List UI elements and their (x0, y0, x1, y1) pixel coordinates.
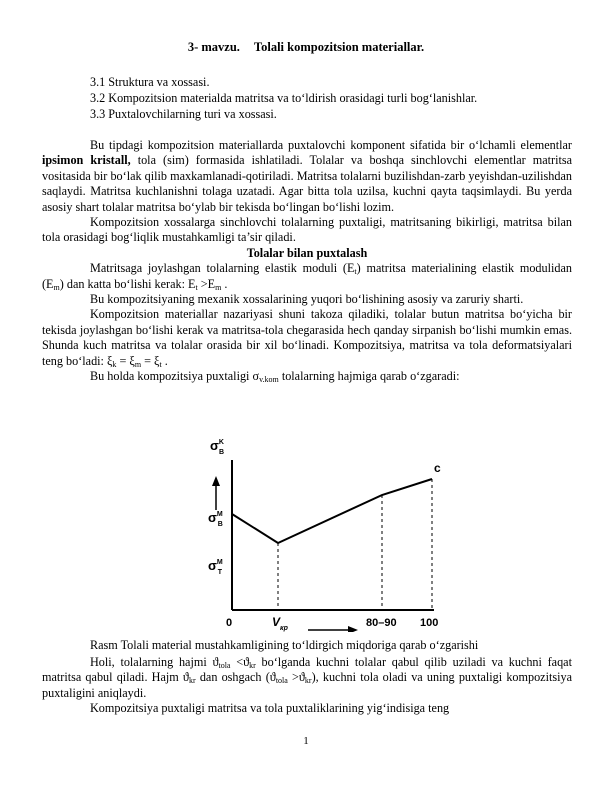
body-text-lower (42, 655, 572, 717)
x-arrow-head (348, 626, 358, 632)
bold-term: ipsimon kristall, (42, 153, 131, 168)
paragraph-condition: Bu kompozitsiyaning mexanik xossalarining yuqori bo‘lishining asosiy va zaruriy sharti. (90, 292, 524, 307)
tick-80-90: 80–90 (366, 617, 397, 629)
figure-caption: Rasm Tolali material mustahkamligining to‘ldirgich miqdoriga qarab o‘zgarishi (90, 638, 479, 652)
paragraph-theory: Kompozitsion materiallar nazariyasi shuni takoza qiladiki, tolalar butun matritsa bo‘yicha bir tekisda joylashgan bo‘lishi kerak va matritsa-tola chegarasida hech qanday sirpanish bo‘lishi mumkin emas. Shunda kuch matritsa va tolalar orasida bir xil bo‘linadi. Kompozitsiya, matritsa va tola deformatsiyalari teng bo‘ladi: $\xi_k = \xi_m = \xi_t$ . (42, 307, 572, 369)
page-title (0, 40, 612, 55)
page-number: 1 (303, 735, 309, 747)
outline-item: 3.2 Kompozitsion materialda matritsa va to‘ldirish orasidagi turli bog‘lanishlar. (90, 91, 478, 105)
label-sigma-kb: $\sigma^K$ B (210, 438, 225, 456)
label-sigma-mb: $\sigma^M$ B (208, 510, 223, 528)
paragraph-strength: Bu holda kompozitsiya puxtaligi $\sigma_{v.kom}$ tolalarning hajmiga qarab o‘zgaradi: (90, 369, 460, 385)
tick-zero: 0 (226, 617, 233, 629)
subheading: Tolalar bilan puxtalash (246, 245, 368, 260)
paragraph-elastic-modulus: Matritsaga joylashgan tolalarning elastik moduli $(E_t)$ matritsa materialining elastik modulidan $(E_m)$ dan katta bo‘lishi kerak: $E_t >E_m$ . (42, 261, 572, 292)
title-text: Tolali kompozitsion materiallar. (253, 40, 425, 54)
tick-100: 100 (420, 617, 439, 629)
paragraph-sum: Kompozitsiya puxtaligi matritsa va tola puxtaliklarining yig‘indisiga teng (90, 701, 450, 716)
label-sigma-mt: $\sigma^M$ T (208, 558, 223, 576)
figure-svg (196, 432, 446, 632)
label-curve-end: c (434, 461, 441, 475)
paragraph-volume: Holi, tolalarning hajmi $ϑ_{tola} <ϑ_{kr}$ bo‘lganda kuchni tolalar qabul qilib uziladi va kuchni faqat matritsa qabul qiladi. Hajm $ϑ_{kr}$ dan oshgach $(ϑ_{tola} >ϑ_{kr})$, kuchni tola oladi va uning puxtaligi kompozitsiya puxtaligini aniqlaydi. (42, 655, 572, 700)
outline-item: 3.1 Struktura va xossasi. (90, 75, 210, 89)
tick-vkr: $V_{кр}$ (272, 615, 288, 632)
strength-curve (232, 479, 432, 543)
topic-outline (90, 74, 477, 122)
paragraph-properties: Kompozitsion xossalarga sinchlovchi tolalarning puxtaligi, matritsaning bikirligi, matritsa bilan tola orasidagi bog‘liqlik mustahkamligi ta’sir qiladi. (42, 215, 572, 245)
body-text-upper (42, 138, 572, 385)
strength-figure (196, 432, 446, 632)
paragraph-intro: Bu tipdagi kompozitsion materiallarda puxtalovchi komponent sifatida bir o‘lchamli elementlar ipsimon kristall, tola (sim) formasida ishlatiladi. Tolalar va boshqa sinchlovchi elementlar matritsa vositasida bir bo‘lak qilib maxkamlanadi-qotiriladi. Matritsa tolalarni buzilishdan-zarb yeyishdan-uzilishdan saqlaydi. Matritsa kuchlanishni tolaga uzatadi. Agar bitta tola uzilsa, kuchni qayta taqsimlaydi. Bu yerda asosiy shart tolalar matritsa bo‘ylab bir tekisda bo‘lingan bo‘lishi lozim. (42, 138, 572, 214)
outline-item: 3.3 Puxtalovchilarning turi va xossasi. (90, 107, 277, 121)
title-number: 3- mavzu. (187, 40, 240, 54)
y-arrow-head (212, 476, 220, 486)
